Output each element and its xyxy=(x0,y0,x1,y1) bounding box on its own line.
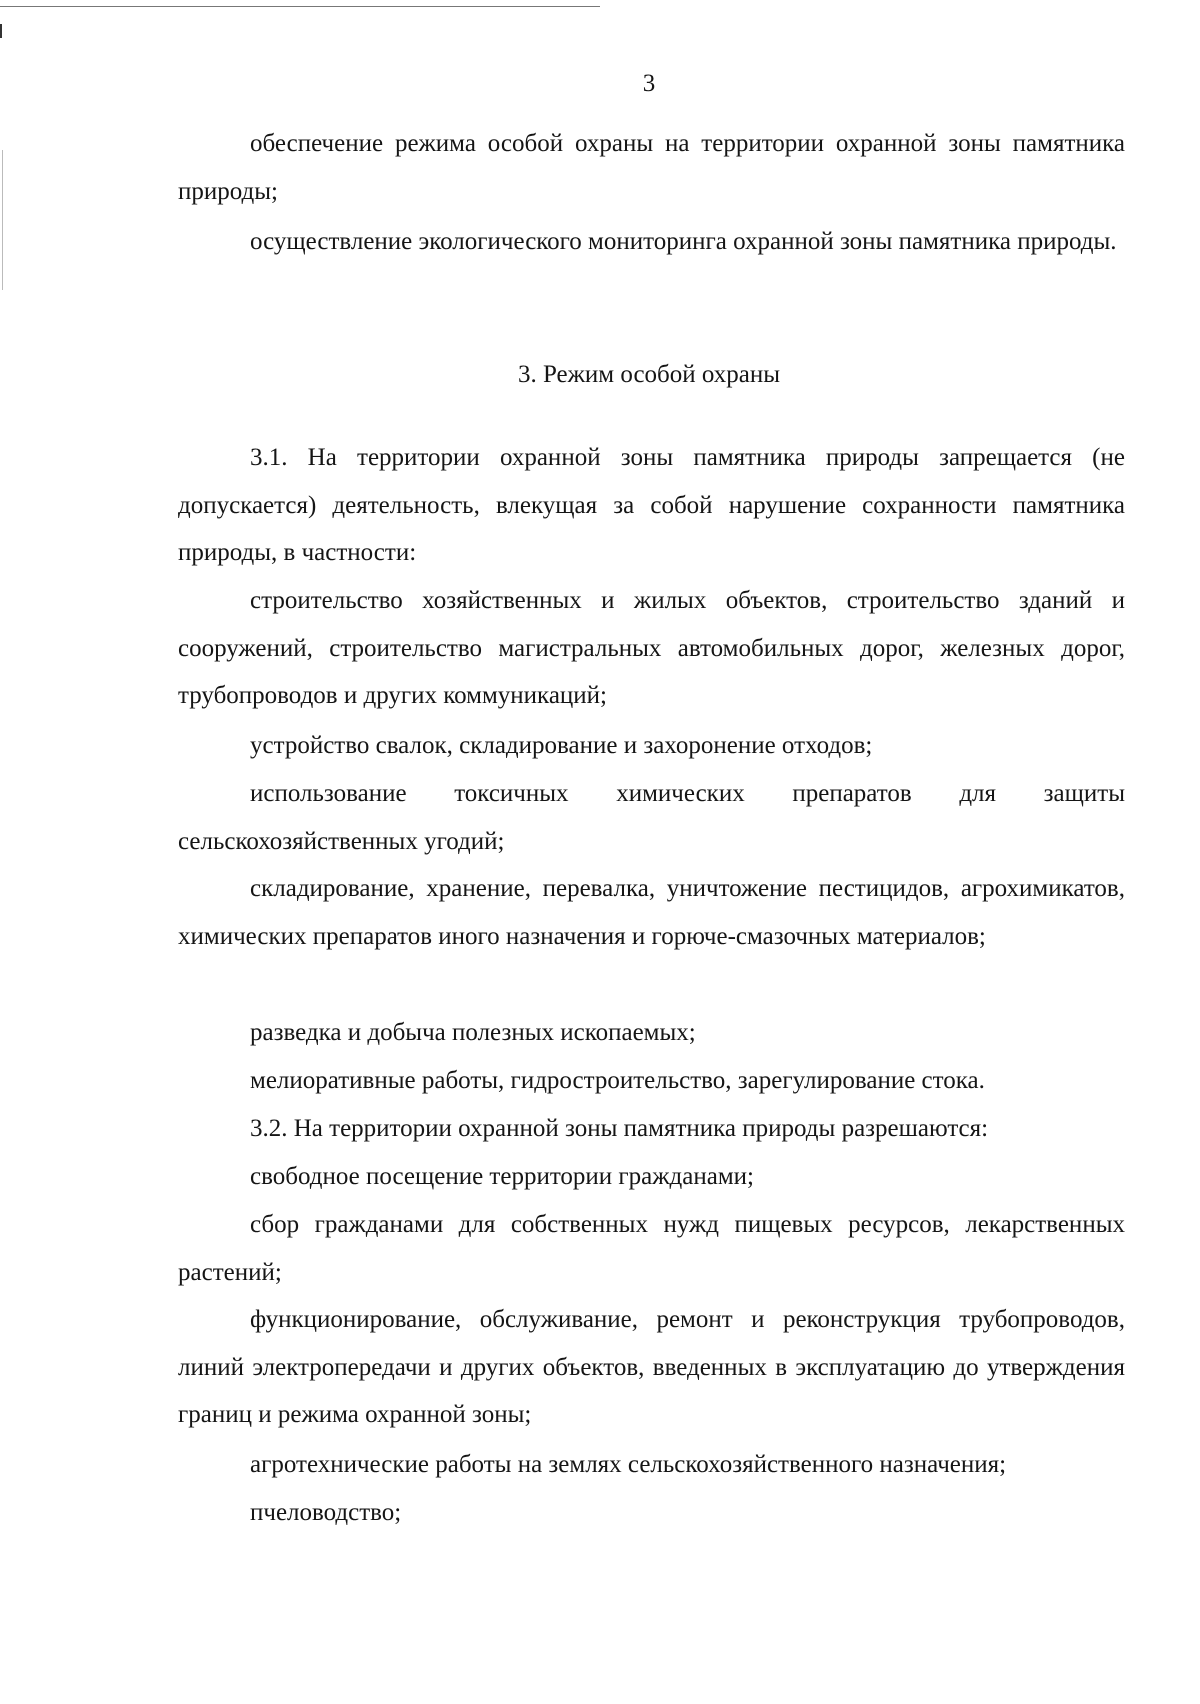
list-item-mining: разведка и добыча полезных ископаемых; xyxy=(250,1019,696,1046)
list-item-toxic-chemicals: использование токсичных химических препаратов для защиты сельскохозяйственных угодий; xyxy=(178,780,1125,855)
list-item-melioration: мелиоративные работы, гидростроительство, зарегулирование стока. xyxy=(250,1067,985,1094)
list-item-pesticides: складирование, хранение, перевалка, уничтожение пестицидов, агрохимикатов, химических препаратов иного назначения и горюче-смазочных материалов; xyxy=(178,875,1125,950)
page-number: 3 xyxy=(642,70,656,97)
list-item-maintenance: функционирование, обслуживание, ремонт и реконструкция трубопроводов, линий электропередачи и других объектов, введенных в эксплуатацию до утверждения границ и режима охранной зоны; xyxy=(178,1306,1125,1428)
paragraph-monitoring: осуществление экологического мониторинга охранной зоны памятника природы. xyxy=(250,228,1117,255)
paragraph-3-2: 3.2. На территории охранной зоны памятника природы разрешаются: xyxy=(250,1115,989,1142)
list-item-agrotechnical: агротехнические работы на землях сельскохозяйственного назначения; xyxy=(250,1451,1007,1478)
paragraph-3-1: 3.1. На территории охранной зоны памятника природы запрещается (не допускается) деятельность, влекущая за собой нарушение сохранности памятника природы, в частности: xyxy=(178,444,1125,566)
scan-border-line xyxy=(0,6,600,7)
list-item-construction: строительство хозяйственных и жилых объектов, строительство зданий и сооружений, строительство магистральных автомобильных дорог, железных дорог, трубопроводов и других коммуникаций; xyxy=(178,587,1125,709)
paragraph-special-regime: обеспечение режима особой охраны на территории охранной зоны памятника природы; xyxy=(178,130,1125,205)
scan-edge-mark xyxy=(0,24,2,38)
section-heading: 3. Режим особой охраны xyxy=(517,361,781,388)
list-item-landfills: устройство свалок, складирование и захоронение отходов; xyxy=(250,732,873,759)
list-item-beekeeping: пчеловодство; xyxy=(250,1499,402,1526)
scan-edge-line xyxy=(2,150,3,290)
list-item-free-visits: свободное посещение территории гражданами; xyxy=(250,1163,754,1190)
list-item-gathering: сбор гражданами для собственных нужд пищевых ресурсов, лекарственных растений; xyxy=(178,1211,1125,1286)
